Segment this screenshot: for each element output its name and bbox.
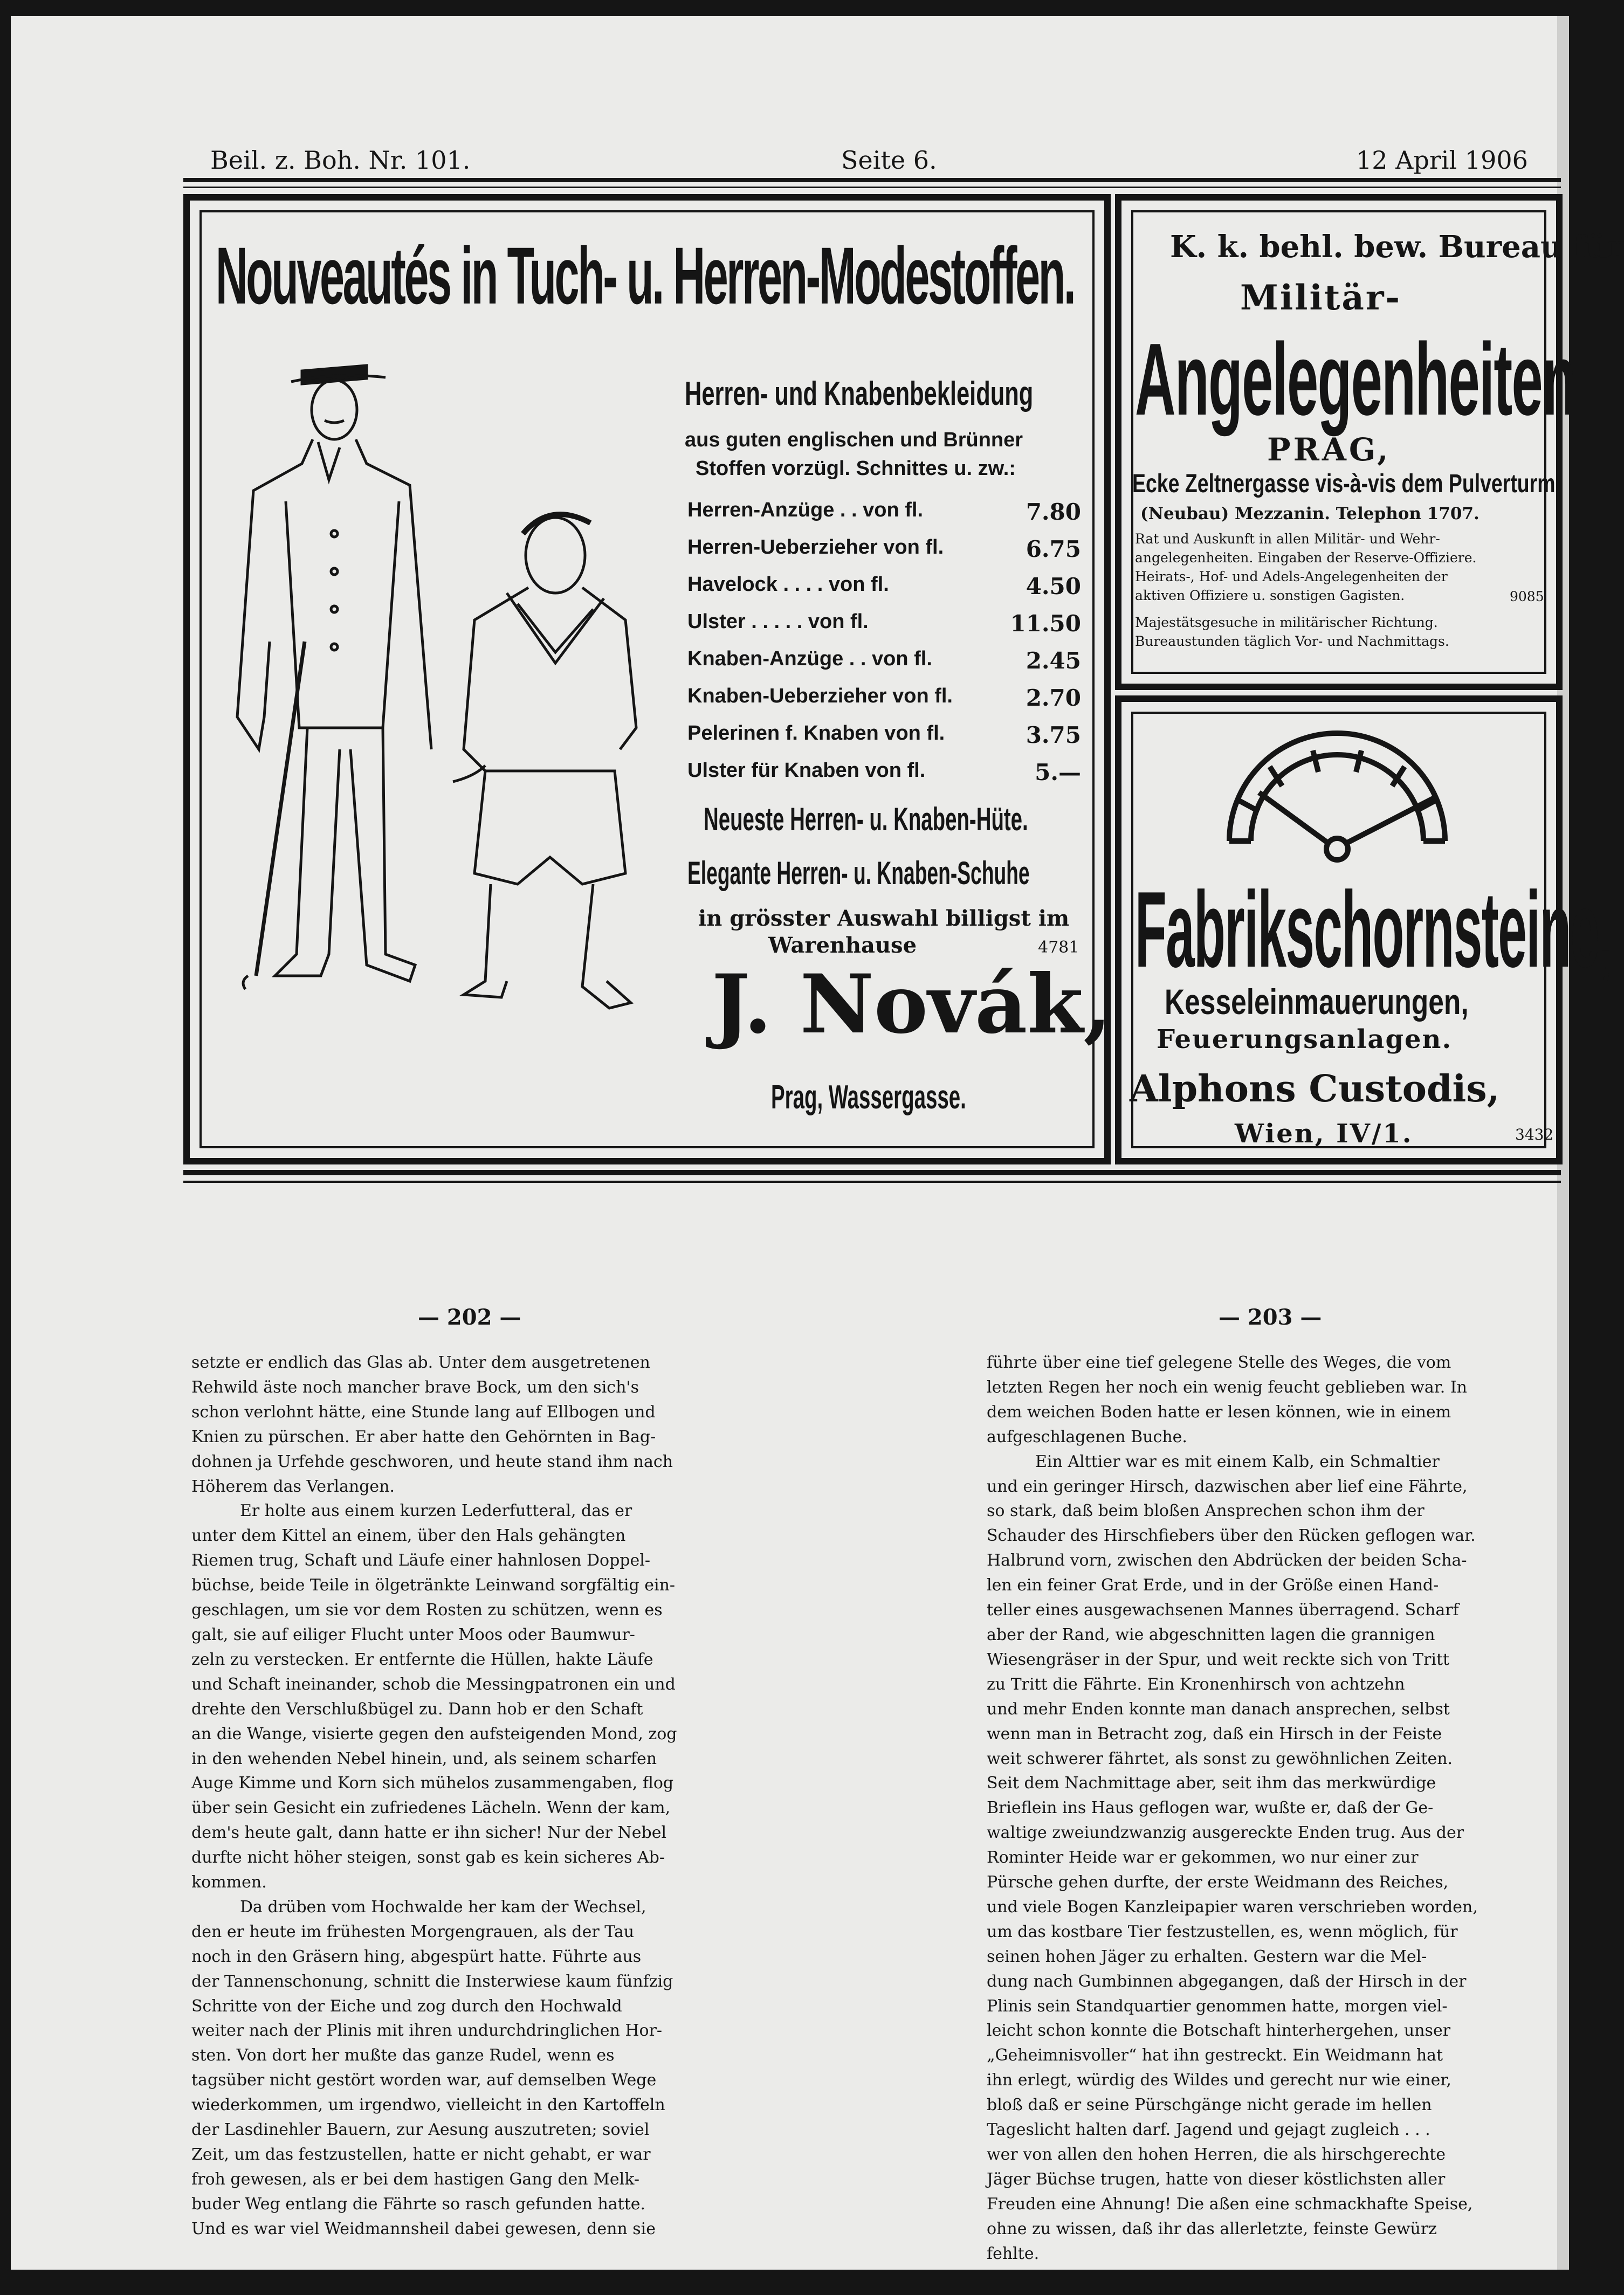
text-line: Plinis sein Standquartier genommen hatte, morgen viel- (987, 1996, 1448, 2016)
price-amount: 5.— (1035, 759, 1081, 785)
ad-novak-address: Prag, Wassergasse. (771, 1079, 966, 1116)
text-line: der Lasdinehler Bauern, zur Aesung auszutreten; soviel (191, 2120, 650, 2140)
text-line: und mehr Enden konnte man danach ansprechen, selbst (987, 1699, 1450, 1719)
header-issue: Beil. z. Boh. Nr. 101. (210, 146, 471, 175)
ad-novak-firm: J. Novák, (712, 957, 1112, 1052)
text-line: leicht schon konnte die Botschaft hinterhergehen, unser (987, 2021, 1451, 2041)
text-line: zeln zu verstecken. Er entfernte die Hüllen, hakte Läufe (191, 1650, 653, 1669)
text-line: sten. Von dort her mußte das ganze Rudel, wenn es (191, 2046, 615, 2065)
text-line: aufgeschlagenen Buche. (987, 1427, 1187, 1446)
newspaper-page (11, 16, 1624, 2270)
text-line: führte über eine tief gelegene Stelle des Weges, die vom (987, 1353, 1451, 1372)
text-line: Höherem das Verlangen. (191, 1477, 395, 1496)
header-date: 12 April 1906 (1356, 146, 1528, 175)
ad-custodis-headline: Fabrikschornsteine, (1135, 870, 1612, 990)
ad-custodis-ref: 3432 (1515, 1126, 1554, 1143)
text-line: fehlte. (987, 2244, 1040, 2263)
text-line: Schauder des Hirschfiebers über den Rücken geflogen war. (987, 1526, 1476, 1546)
text-line: wiederkommen, um irgendwo, vielleicht in den Kartoffeln (191, 2096, 665, 2115)
text-line: an die Wange, visierte gegen den aufsteigenden Mond, zog (191, 1724, 677, 1743)
price-row (687, 499, 1081, 525)
text-line: dem weichen Boden hatte er lesen können, wie in einem (987, 1402, 1451, 1422)
text-line: Riemen trug, Schaft und Läufe einer hahnlosen Doppel- (191, 1551, 650, 1570)
price-amount: 11.50 (1010, 610, 1081, 637)
text-line: setzte er endlich das Glas ab. Unter dem ausgetretenen (191, 1353, 650, 1372)
text-line: Schritte von der Eiche und zog durch den Hochwald (191, 1996, 622, 2016)
text-line: aber der Rand, wie abgeschnitten lagen die grannigen (987, 1625, 1435, 1644)
ad-novak-title: Nouveautés in Tuch- u. Herren-Modestoffen. (216, 230, 1075, 321)
ad-military-body-2: angelegenheiten. Eingaben der Reserve-Offiziere. (1135, 550, 1477, 566)
text-line: der Tannenschonung, schnitt die Insterwiese kaum fünfzig (191, 1972, 673, 1991)
text-line: durfte nicht höher steigen, sonst gab es kein sicheres Ab- (191, 1848, 665, 1867)
header-page: Seite 6. (841, 146, 937, 175)
ad-novak-shoes: Elegante Herren- u. Knaben-Schuhe (687, 855, 1030, 891)
price-row (687, 573, 1081, 599)
ad-military-ref: 9085 (1510, 589, 1544, 604)
price-row (687, 722, 1081, 748)
text-line: unter dem Kittel an einem, über den Hals gehängten (191, 1526, 626, 1546)
text-line: noch in den Gräsern hing, abgespürt hatte. Führte aus (191, 1947, 642, 1966)
text-line: wer von allen den hohen Herren, die als hirschgerechte (987, 2145, 1446, 2164)
ad-custodis-line2: Feuerungsanlagen. (1157, 1024, 1453, 1055)
ad-military-line3: Angelegenheiten (1135, 322, 1576, 437)
ads-rule (183, 1170, 1561, 1175)
text-line: teller eines ausgewachsenen Mannes überragend. Scharf (987, 1601, 1459, 1620)
text-line: schon verlohnt hätte, eine Stunde lang auf Ellbogen und (191, 1402, 656, 1422)
ad-novak-choice-2: Warenhause (768, 933, 917, 958)
price-amount: 7.80 (1026, 499, 1081, 525)
price-item: Ulster . . . . . von fl. (687, 610, 869, 633)
header-rule-thin (183, 187, 1561, 188)
text-line: Und es war viel Weidmannsheil dabei gewesen, denn sie (191, 2219, 656, 2238)
ad-novak-choice-1: in grösster Auswahl billigst im (698, 906, 1070, 931)
text-line: weit schwerer fährtet, als sonst zu gewöhnlichen Zeiten. (987, 1749, 1453, 1768)
text-line: Knien zu pürschen. Er aber hatte den Gehörnten in Bag- (191, 1427, 656, 1446)
ad-military-body-1: Rat und Auskunft in allen Militär- und Wehr- (1135, 531, 1440, 547)
text-line: dohnen ja Urfehde geschworen, und heute stand ihm nach (191, 1452, 673, 1471)
text-line: kommen. (191, 1873, 267, 1892)
text-line: „Geheimnisvoller“ hat ihn gestreckt. Ein Weidmann hat (987, 2046, 1443, 2065)
ad-novak-intro-2: Stoffen vorzügl. Schnittes u. zw.: (696, 457, 1016, 480)
price-row (687, 610, 1081, 637)
ad-custodis-city: Wien, IV/1. (1235, 1119, 1413, 1149)
price-item: Herren-Anzüge . . von fl. (687, 499, 924, 521)
gentleman-figure (237, 366, 431, 989)
text-line: und ein geringer Hirsch, dazwischen aber lief eine Fährte, (987, 1477, 1468, 1496)
gauge-icon (1208, 733, 1467, 873)
text-line: in den wehenden Nebel hinein, und, als seinem scharfen (191, 1749, 657, 1768)
ad-military-body-3: Heirats-, Hof- und Adels-Angelegenheiten der (1135, 569, 1448, 584)
text-line: über sein Gesicht ein zufriedenes Lächeln. Wenn der kam, (191, 1798, 671, 1818)
text-line: zu Tritt die Fährte. Ein Kronenhirsch von achtzehn (987, 1674, 1405, 1694)
boy-figure (453, 514, 636, 1008)
ads-rule-thin (183, 1181, 1561, 1183)
price-item: Knaben-Ueberzieher von fl. (687, 685, 953, 707)
ad-novak-subtitle: Herren- und Knabenbekleidung (685, 375, 1034, 412)
text-line: Ein Alttier war es mit einem Kalb, ein Schmaltier (1035, 1452, 1440, 1471)
ad-military-body2-2: Bureaustunden täglich Vor- und Nachmittags. (1135, 633, 1449, 649)
text-line: weiter nach der Plinis mit ihren undurchdringlichen Hor- (191, 2021, 663, 2041)
text-line: tagsüber nicht gestört worden war, auf demselben Wege (191, 2071, 657, 2090)
text-line: Pürsche gehen durfte, der erste Weidmann des Reiches, (987, 1873, 1449, 1892)
price-item: Herren-Ueberzieher von fl. (687, 536, 944, 559)
price-amount: 3.75 (1026, 722, 1081, 748)
text-line: Jäger Büchse trugen, hatte von dieser köstlichsten aller (987, 2169, 1446, 2189)
page-number-left: — 202 — (418, 1305, 521, 1330)
ad-military-line1: K. k. behl. bew. Bureau für (1170, 229, 1624, 265)
text-line: Halbrund vorn, zwischen den Abdrücken der beiden Scha- (987, 1551, 1467, 1570)
text-line: seinen hohen Jäger zu erhalten. Gestern war die Mel- (987, 1947, 1427, 1966)
ad-novak-hats: Neueste Herren- u. Knaben-Hüte. (704, 801, 1028, 837)
ad-novak-intro-1: aus guten englischen und Brünner (685, 429, 1023, 451)
ad-military-body-4: aktiven Offiziere u. sonstigen Gagisten. (1135, 588, 1405, 603)
text-line: froh gewesen, als er bei dem hastigen Gang den Melk- (191, 2169, 640, 2189)
text-line: Rominter Heide war er gekommen, wo nur einer zur (987, 1848, 1419, 1867)
text-line: waltige zweiundzwanzig ausgereckte Enden trug. Aus der (987, 1823, 1464, 1843)
ad-custodis-firm: Alphons Custodis, (1130, 1067, 1500, 1111)
ad-military-line2: Militär- (1240, 278, 1402, 318)
price-item: Pelerinen f. Knaben von fl. (687, 722, 945, 745)
text-line: Rehwild äste noch mancher brave Bock, um den sich's (191, 1377, 639, 1397)
price-row (687, 759, 1081, 785)
text-line: den er heute im frühesten Morgengrauen, als der Tau (191, 1922, 635, 1941)
men-boy-illustration (205, 340, 679, 1148)
page-number-right: — 203 — (1219, 1305, 1322, 1330)
column-right (987, 1350, 1569, 2266)
ad-novak-ref: 4781 (1038, 938, 1079, 957)
price-row (687, 647, 1081, 674)
text-line: len ein feiner Grat Erde, und in der Größe einen Hand- (987, 1576, 1439, 1595)
text-line: bloß daß er seine Pürschgänge nicht gerade im hellen (987, 2096, 1432, 2115)
ad-military-address-1: Ecke Zeltnergasse vis-à-vis dem Pulverturm (1132, 470, 1556, 498)
ad-military-city: PRAG, (1267, 431, 1391, 468)
price-item: Havelock . . . . von fl. (687, 573, 889, 596)
text-line: so stark, daß beim bloßen Ansprechen schon ihm der (987, 1501, 1425, 1521)
text-line: ihn erlegt, würdig des Wildes und gerecht nur wie einer, (987, 2071, 1451, 2090)
text-line: Seit dem Nachmittage aber, seit ihm das merkwürdige (987, 1774, 1436, 1793)
text-line: dung nach Gumbinnen abgegangen, daß der Hirsch in der (987, 1972, 1467, 1991)
price-amount: 2.45 (1026, 647, 1081, 674)
price-item: Ulster für Knaben von fl. (687, 759, 926, 782)
text-line: ohne zu wissen, daß ihr das allerletzte, feinste Gewürz (987, 2219, 1437, 2238)
text-line: Tageslicht halten darf. Jagend und gejagt zugleich . . . (987, 2120, 1430, 2140)
price-amount: 6.75 (1026, 536, 1081, 562)
text-line: buder Weg entlang die Fährte so rasch gefunden hatte. (191, 2194, 646, 2214)
text-line: Brieflein ins Haus geflogen war, wußte er, daß der Ge- (987, 1798, 1434, 1818)
price-amount: 2.70 (1026, 685, 1081, 711)
text-line: und Schaft ineinander, schob die Messingpatronen ein und (191, 1674, 676, 1694)
text-line: Zeit, um das festzustellen, hatte er nicht gehabt, er war (191, 2145, 651, 2164)
text-line: Da drüben vom Hochwalde her kam der Wechsel, (240, 1897, 646, 1917)
price-item: Knaben-Anzüge . . von fl. (687, 647, 932, 670)
text-line: um das kostbare Tier festzustellen, es, wenn möglich, für (987, 1922, 1458, 1941)
text-line: Freuden eine Ahnung! Die aßen eine schmackhafte Speise, (987, 2194, 1473, 2214)
text-line: galt, sie auf eiliger Flucht unter Moos oder Baumwur- (191, 1625, 635, 1644)
ad-custodis-line1: Kesseleinmauerungen, (1165, 982, 1469, 1022)
text-line: Auge Kimme und Korn sich mühelos zusammengaben, flog (191, 1774, 674, 1793)
header-rule (183, 178, 1561, 182)
text-line: wenn man in Betracht zog, daß ein Hirsch in der Feiste (987, 1724, 1442, 1743)
price-row (687, 536, 1081, 562)
text-line: büchse, beide Teile in ölgetränkte Leinwand sorgfältig ein- (191, 1576, 676, 1595)
text-line: dem's heute galt, dann hatte er ihn sicher! Nur der Nebel (191, 1823, 667, 1843)
text-line: geschlagen, um sie vor dem Rosten zu schützen, wenn es (191, 1601, 663, 1620)
text-line: letzten Regen her noch ein wenig feucht geblieben war. In (987, 1377, 1467, 1397)
column-left (191, 1350, 785, 2242)
text-line: drehte den Verschlußbügel zu. Dann hob er den Schaft (191, 1699, 643, 1719)
price-row (687, 685, 1081, 711)
price-amount: 4.50 (1026, 573, 1081, 599)
ad-military-body2-1: Majestätsgesuche in militärischer Richtung. (1135, 615, 1438, 630)
text-line: Wiesengräser in der Spur, und weit reckte sich von Tritt (987, 1650, 1450, 1669)
ad-military-address-2: (Neubau) Mezzanin. Telephon 1707. (1140, 504, 1480, 523)
text-line: Er holte aus einem kurzen Lederfutteral, das er (240, 1501, 632, 1521)
text-line: und viele Bogen Kanzleipapier waren verschrieben worden, (987, 1897, 1478, 1917)
